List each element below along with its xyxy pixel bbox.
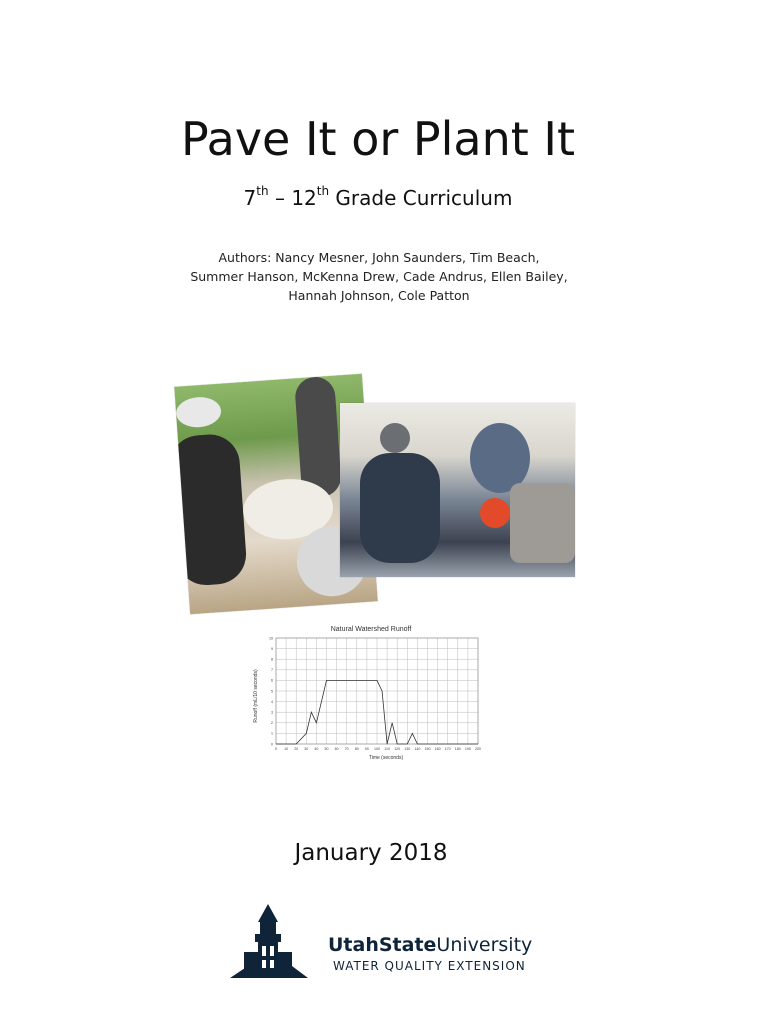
chart-x-tick-label: 150 — [424, 747, 431, 751]
chart-x-tick-label: 160 — [434, 747, 441, 751]
authors-line: Authors: Nancy Mesner, John Saunders, Tim Beach, Summer Hanson, McKenna Drew, Cade Andrus, Ellen Bailey, Hannah Johnson, Cole Patton — [190, 250, 568, 303]
usu-name-regular: University — [436, 934, 533, 956]
grade-end-sup: th — [316, 184, 330, 199]
building-wing — [278, 952, 292, 972]
chart-y-tick-label: 7 — [271, 668, 273, 673]
runoff-chart — [246, 622, 496, 766]
chart-ticks — [269, 636, 481, 751]
grade-suffix: Grade Curriculum — [329, 186, 513, 210]
photo-funnel-shape — [480, 498, 510, 528]
chart-x-tick-label: 60 — [334, 747, 339, 751]
chart-y-tick-label: 0 — [271, 742, 273, 747]
chart-x-tick-label: 200 — [475, 747, 481, 751]
chart-x-tick-label: 190 — [464, 747, 471, 751]
chart-x-tick-label: 130 — [404, 747, 411, 751]
usu-subtitle: WATER QUALITY EXTENSION — [333, 959, 526, 973]
photo-person-shape — [174, 433, 248, 588]
tower-body — [258, 942, 278, 972]
chart-title: Natural Watershed Runoff — [330, 626, 412, 633]
chart-y-tick-label: 4 — [271, 699, 273, 704]
chart-y-tick-label: 9 — [271, 646, 273, 651]
chart-x-tick-label: 180 — [454, 747, 461, 751]
chart-x-tick-label: 20 — [294, 747, 299, 751]
tower-band — [255, 934, 281, 942]
tower-window — [262, 960, 266, 968]
chart-y-tick-label: 5 — [271, 689, 273, 694]
chart-x-tick-label: 10 — [284, 747, 289, 751]
photo-person-shape — [510, 483, 575, 563]
runoff-chart-svg — [246, 622, 496, 766]
usu-old-main-tower-icon — [230, 904, 308, 978]
tower-window — [270, 946, 274, 956]
chart-y-tick-label: 8 — [271, 657, 273, 662]
chart-x-tick-label: 100 — [374, 747, 380, 751]
chart-grid — [276, 638, 478, 744]
chart-y-tick-label: 2 — [271, 721, 273, 726]
students-indoor-photo — [340, 403, 575, 577]
building-wing — [244, 952, 258, 972]
chart-y-tick-label: 6 — [271, 678, 273, 683]
chart-x-tick-label: 120 — [394, 747, 401, 751]
chart-x-axis-label: Time (seconds) — [368, 755, 404, 761]
chart-x-tick-label: 50 — [324, 747, 329, 751]
chart-x-tick-label: 30 — [304, 747, 309, 751]
usu-name-bold: UtahState — [328, 934, 437, 956]
chart-y-tick-label: 3 — [271, 710, 273, 715]
chart-x-tick-label: 110 — [384, 747, 390, 751]
grade-dash: – — [268, 186, 292, 210]
tower-top — [260, 922, 276, 934]
publication-date: January 2018 — [294, 840, 448, 866]
tower-window — [262, 946, 266, 956]
chart-x-tick-label: 170 — [444, 747, 451, 751]
grade-end: 12 — [291, 186, 317, 210]
photo-person-shape — [360, 453, 440, 563]
chart-x-tick-label: 80 — [354, 747, 359, 751]
usu-name — [328, 934, 532, 956]
tower-window — [270, 960, 274, 968]
grade-start-sup: th — [256, 184, 269, 199]
grade-subtitle — [0, 186, 756, 210]
chart-y-tick-label: 1 — [271, 731, 273, 736]
chart-x-tick-label: 90 — [364, 747, 369, 751]
document-title: Pave It or Plant It — [180, 112, 576, 166]
chart-y-tick-label: 10 — [269, 636, 273, 641]
grade-start: 7 — [243, 186, 257, 210]
chart-y-axis-label: Runoff (mL/10 seconds) — [253, 669, 259, 723]
chart-x-tick-label: 140 — [414, 747, 421, 751]
photo-person-shape — [380, 423, 410, 453]
tower-spire — [258, 904, 278, 922]
chart-x-tick-label: 40 — [314, 747, 319, 751]
photo-cap-shape — [175, 396, 222, 429]
chart-x-tick-label: 0 — [275, 747, 277, 751]
chart-x-tick-label: 70 — [344, 747, 349, 751]
